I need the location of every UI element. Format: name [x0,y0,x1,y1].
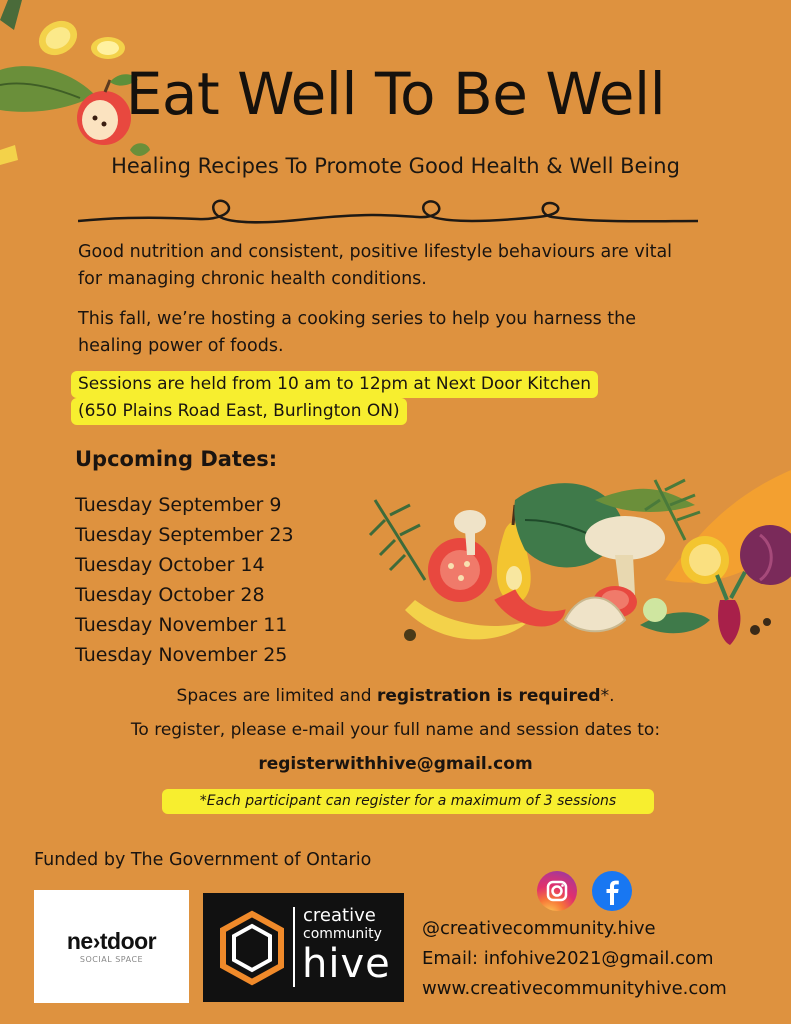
hive-logo-line-2: community [303,926,382,942]
facebook-icon[interactable] [592,871,632,911]
sessions-line-2: (650 Plains Road East, Burlington ON) [71,398,407,425]
website-link[interactable]: www.creativecommunityhive.com [422,978,727,999]
logo-divider [293,907,295,987]
nextdoor-logo [34,890,189,1003]
nextdoor-logo-subtitle: SOCIAL SPACE [79,955,144,964]
nextdoor-logo-name: ne›tdoor [66,928,157,954]
intro-line-1: Good nutrition and consistent, positive lifestyle behaviours are vital [78,242,673,262]
poster-title: Eat Well To Be Well [125,60,666,128]
date-item: Tuesday October 14 [75,554,265,576]
intro-line-3: This fall, we’re hosting a cooking series to help you harness the [78,309,637,329]
date-item: Tuesday November 25 [75,644,288,666]
date-item: Tuesday November 11 [75,614,288,636]
registration-email-link[interactable]: registerwithhive@gmail.com [258,754,533,774]
creative-community-hive-logo [203,893,404,1002]
hive-logo-line-1: creative [303,905,376,926]
registration-instructions: To register, please e-mail your full name and session dates to: [130,720,661,740]
instagram-handle[interactable]: @creativecommunity.hive [422,918,656,939]
upcoming-dates-heading: Upcoming Dates: [75,447,278,471]
poster-subtitle: Healing Recipes To Promote Good Health & Well Being [111,154,680,178]
funded-by-text: Funded by The Government of Ontario [34,850,372,870]
contact-email[interactable]: Email: infohive2021@gmail.com [422,948,714,969]
date-item: Tuesday September 9 [75,494,282,516]
date-item: Tuesday October 28 [75,584,265,606]
registration-note: *Each participant can register for a maximum of 3 sessions [162,789,654,814]
registration-limited [0,686,791,706]
hive-logo-line-3: hive [302,941,391,987]
vegetables-illustration [365,460,791,660]
instagram-icon[interactable] [537,871,577,911]
upcoming-dates-list [75,490,294,670]
sessions-highlight [78,371,598,425]
intro-paragraph-2 [78,306,718,360]
registration-limited-prefix: Spaces are limited and [176,686,377,706]
intro-paragraph-1 [78,239,718,293]
registration-limited-suffix: *. [600,686,615,706]
date-item: Tuesday September 23 [75,524,294,546]
sessions-line-1: Sessions are held from 10 am to 12pm at Next Door Kitchen [71,371,598,398]
intro-line-2: for managing chronic health conditions. [78,269,427,289]
hexagon-icon [217,910,287,986]
swirl-divider [78,197,698,233]
registration-required-bold: registration is required [376,686,601,706]
intro-line-4: healing power of foods. [78,336,284,356]
